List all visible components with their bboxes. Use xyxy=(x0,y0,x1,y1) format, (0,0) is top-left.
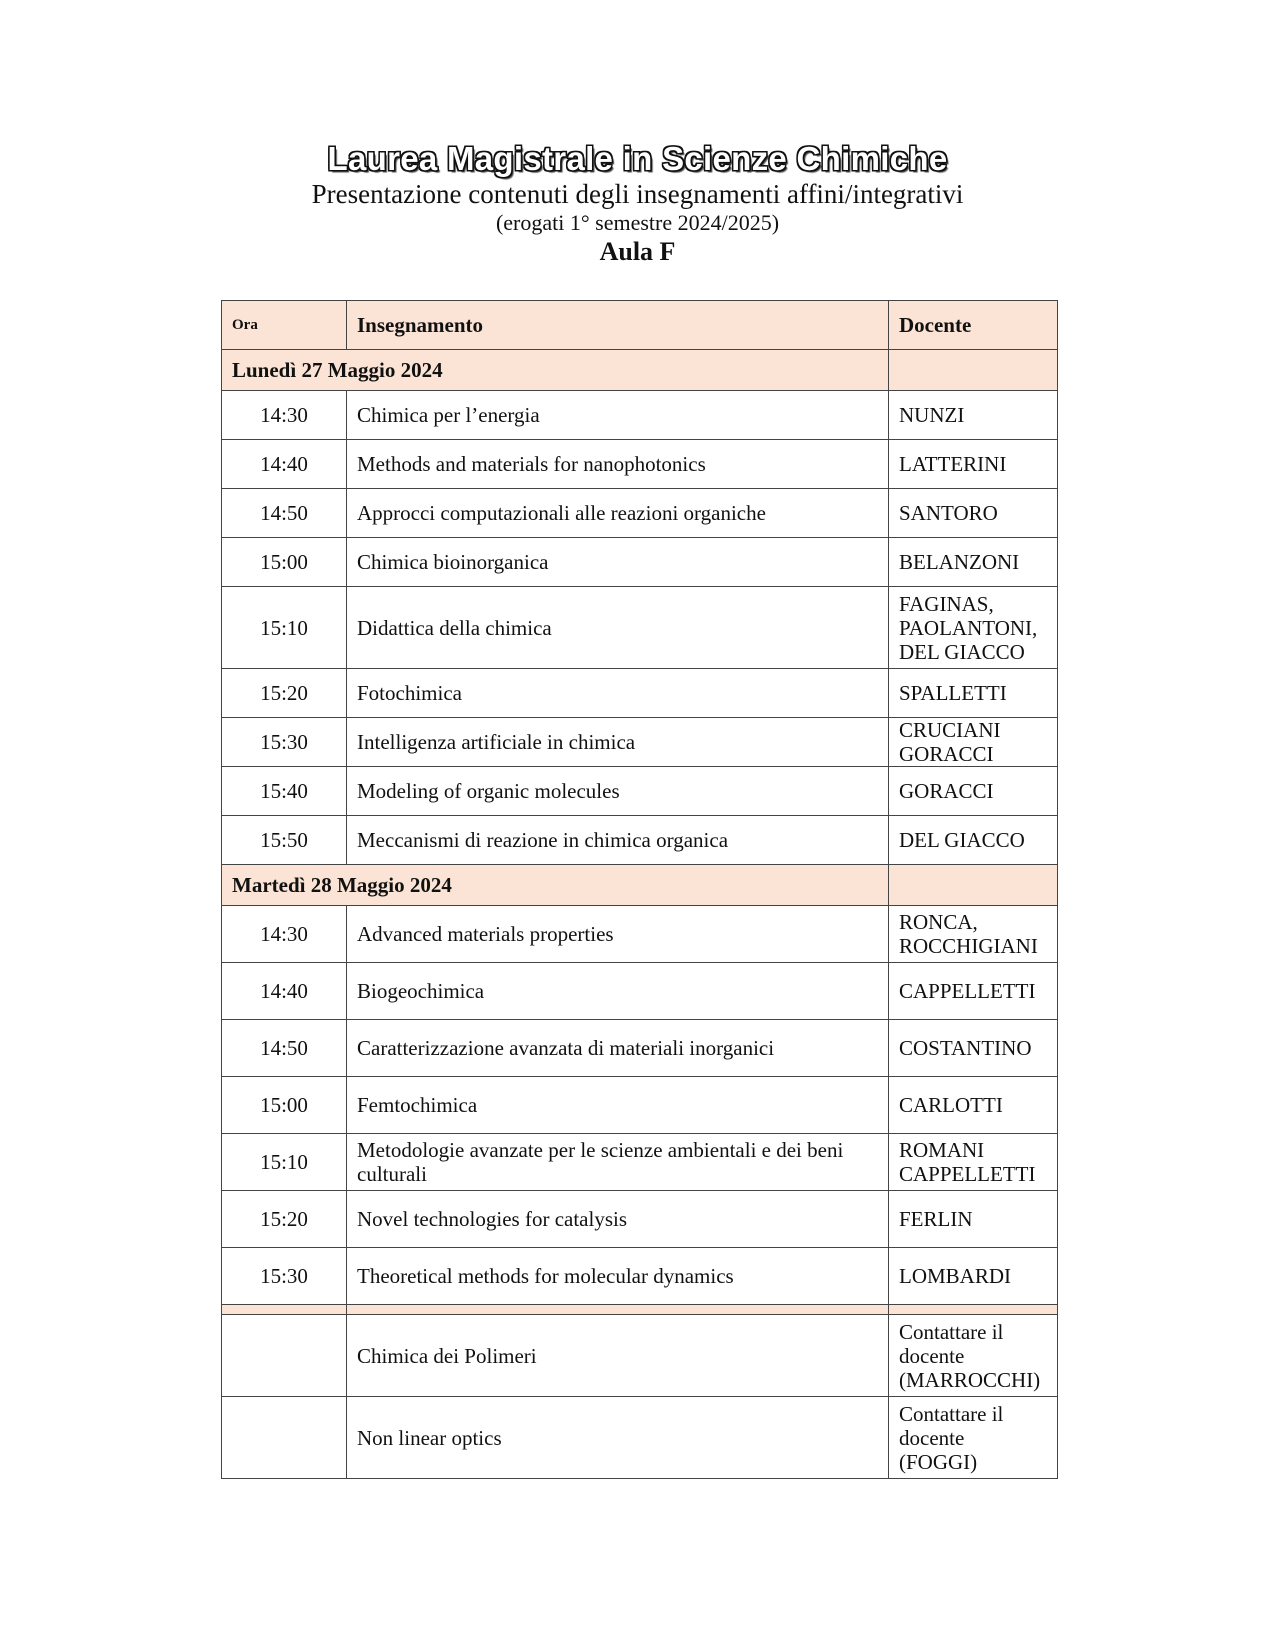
course-cell: Methods and materials for nanophotonics xyxy=(347,440,889,489)
time-cell: 15:30 xyxy=(222,1248,347,1305)
column-header-insegnamento: Insegnamento xyxy=(347,301,889,350)
course-cell: Novel technologies for catalysis xyxy=(347,1191,889,1248)
time-cell: 14:50 xyxy=(222,489,347,538)
course-cell: Femtochimica xyxy=(347,1077,889,1134)
time-cell: 15:10 xyxy=(222,1134,347,1191)
course-cell: Intelligenza artificiale in chimica xyxy=(347,718,889,767)
table-row xyxy=(222,816,1058,865)
day-empty-cell xyxy=(889,350,1058,391)
teacher-cell: SANTORO xyxy=(889,489,1058,538)
table-row xyxy=(222,440,1058,489)
teacher-cell: BELANZONI xyxy=(889,538,1058,587)
separator-cell xyxy=(347,1305,889,1315)
column-header-ora: Ora xyxy=(222,301,347,350)
teacher-cell: FAGINAS, PAOLANTONI, DEL GIACCO xyxy=(889,587,1058,669)
teacher-cell: CAPPELLETTI xyxy=(889,963,1058,1020)
teacher-cell: Contattare il docente (FOGGI) xyxy=(889,1397,1058,1479)
table-row xyxy=(222,1191,1058,1248)
course-cell: Didattica della chimica xyxy=(347,587,889,669)
time-cell: 14:30 xyxy=(222,906,347,963)
course-cell: Approcci computazionali alle reazioni organiche xyxy=(347,489,889,538)
course-cell: Non linear optics xyxy=(347,1397,889,1479)
course-cell: Caratterizzazione avanzata di materiali inorganici xyxy=(347,1020,889,1077)
table-row xyxy=(222,1020,1058,1077)
time-cell: 15:20 xyxy=(222,669,347,718)
course-cell: Chimica bioinorganica xyxy=(347,538,889,587)
day-header-row xyxy=(222,350,1058,391)
table-row xyxy=(222,489,1058,538)
time-cell: 15:00 xyxy=(222,538,347,587)
table-row xyxy=(222,767,1058,816)
table-row xyxy=(222,906,1058,963)
table-row xyxy=(222,538,1058,587)
course-cell: Fotochimica xyxy=(347,669,889,718)
separator-cell xyxy=(889,1305,1058,1315)
table-header-row xyxy=(222,301,1058,350)
time-cell: 15:00 xyxy=(222,1077,347,1134)
time-cell: 15:20 xyxy=(222,1191,347,1248)
page-subtitle: Presentazione contenuti degli insegnamenti affini/integrativi xyxy=(311,179,964,209)
table-row xyxy=(222,718,1058,767)
teacher-cell: LOMBARDI xyxy=(889,1248,1058,1305)
course-cell: Theoretical methods for molecular dynamics xyxy=(347,1248,889,1305)
table-row xyxy=(222,669,1058,718)
course-cell: Biogeochimica xyxy=(347,963,889,1020)
teacher-cell: CARLOTTI xyxy=(889,1077,1058,1134)
teacher-cell: NUNZI xyxy=(889,391,1058,440)
course-cell: Metodologie avanzate per le scienze ambientali e dei beni culturali xyxy=(347,1134,889,1191)
day-empty-cell xyxy=(889,865,1058,906)
room-label: Aula F xyxy=(599,237,676,266)
separator-cell xyxy=(222,1305,347,1315)
page-title: Laurea Magistrale in Scienze Chimiche xyxy=(327,140,948,177)
time-cell: 15:50 xyxy=(222,816,347,865)
time-cell: 14:50 xyxy=(222,1020,347,1077)
teacher-cell: RONCA, ROCCHIGIANI xyxy=(889,906,1058,963)
teacher-cell: GORACCI xyxy=(889,767,1058,816)
semester-note: (erogati 1° semestre 2024/2025) xyxy=(495,210,780,235)
day-label: Martedì 28 Maggio 2024 xyxy=(222,865,889,906)
table-row xyxy=(222,587,1058,669)
time-cell: 14:40 xyxy=(222,963,347,1020)
course-cell: Advanced materials properties xyxy=(347,906,889,963)
teacher-cell: SPALLETTI xyxy=(889,669,1058,718)
teacher-cell: Contattare il docente (MARROCCHI) xyxy=(889,1315,1058,1397)
document-header xyxy=(0,140,1275,268)
table-row xyxy=(222,1134,1058,1191)
teacher-cell: DEL GIACCO xyxy=(889,816,1058,865)
time-cell xyxy=(222,1397,347,1479)
course-cell: Meccanismi di reazione in chimica organica xyxy=(347,816,889,865)
course-cell: Modeling of organic molecules xyxy=(347,767,889,816)
table-row xyxy=(222,963,1058,1020)
teacher-cell: LATTERINI xyxy=(889,440,1058,489)
day-label: Lunedì 27 Maggio 2024 xyxy=(222,350,889,391)
teacher-cell: CRUCIANI GORACCI xyxy=(889,718,1058,767)
day-header-row xyxy=(222,865,1058,906)
time-cell: 14:30 xyxy=(222,391,347,440)
table-row xyxy=(222,1397,1058,1479)
teacher-cell: ROMANI CAPPELLETTI xyxy=(889,1134,1058,1191)
teacher-cell: FERLIN xyxy=(889,1191,1058,1248)
table-row xyxy=(222,1315,1058,1397)
table-row xyxy=(222,1248,1058,1305)
time-cell: 15:40 xyxy=(222,767,347,816)
table-row xyxy=(222,391,1058,440)
course-cell: Chimica dei Polimeri xyxy=(347,1315,889,1397)
time-cell xyxy=(222,1315,347,1397)
time-cell: 15:10 xyxy=(222,587,347,669)
course-cell: Chimica per l’energia xyxy=(347,391,889,440)
schedule-table xyxy=(221,300,1058,1479)
column-header-docente: Docente xyxy=(889,301,1058,350)
time-cell: 15:30 xyxy=(222,718,347,767)
time-cell: 14:40 xyxy=(222,440,347,489)
table-row xyxy=(222,1077,1058,1134)
separator-row xyxy=(222,1305,1058,1315)
teacher-cell: COSTANTINO xyxy=(889,1020,1058,1077)
